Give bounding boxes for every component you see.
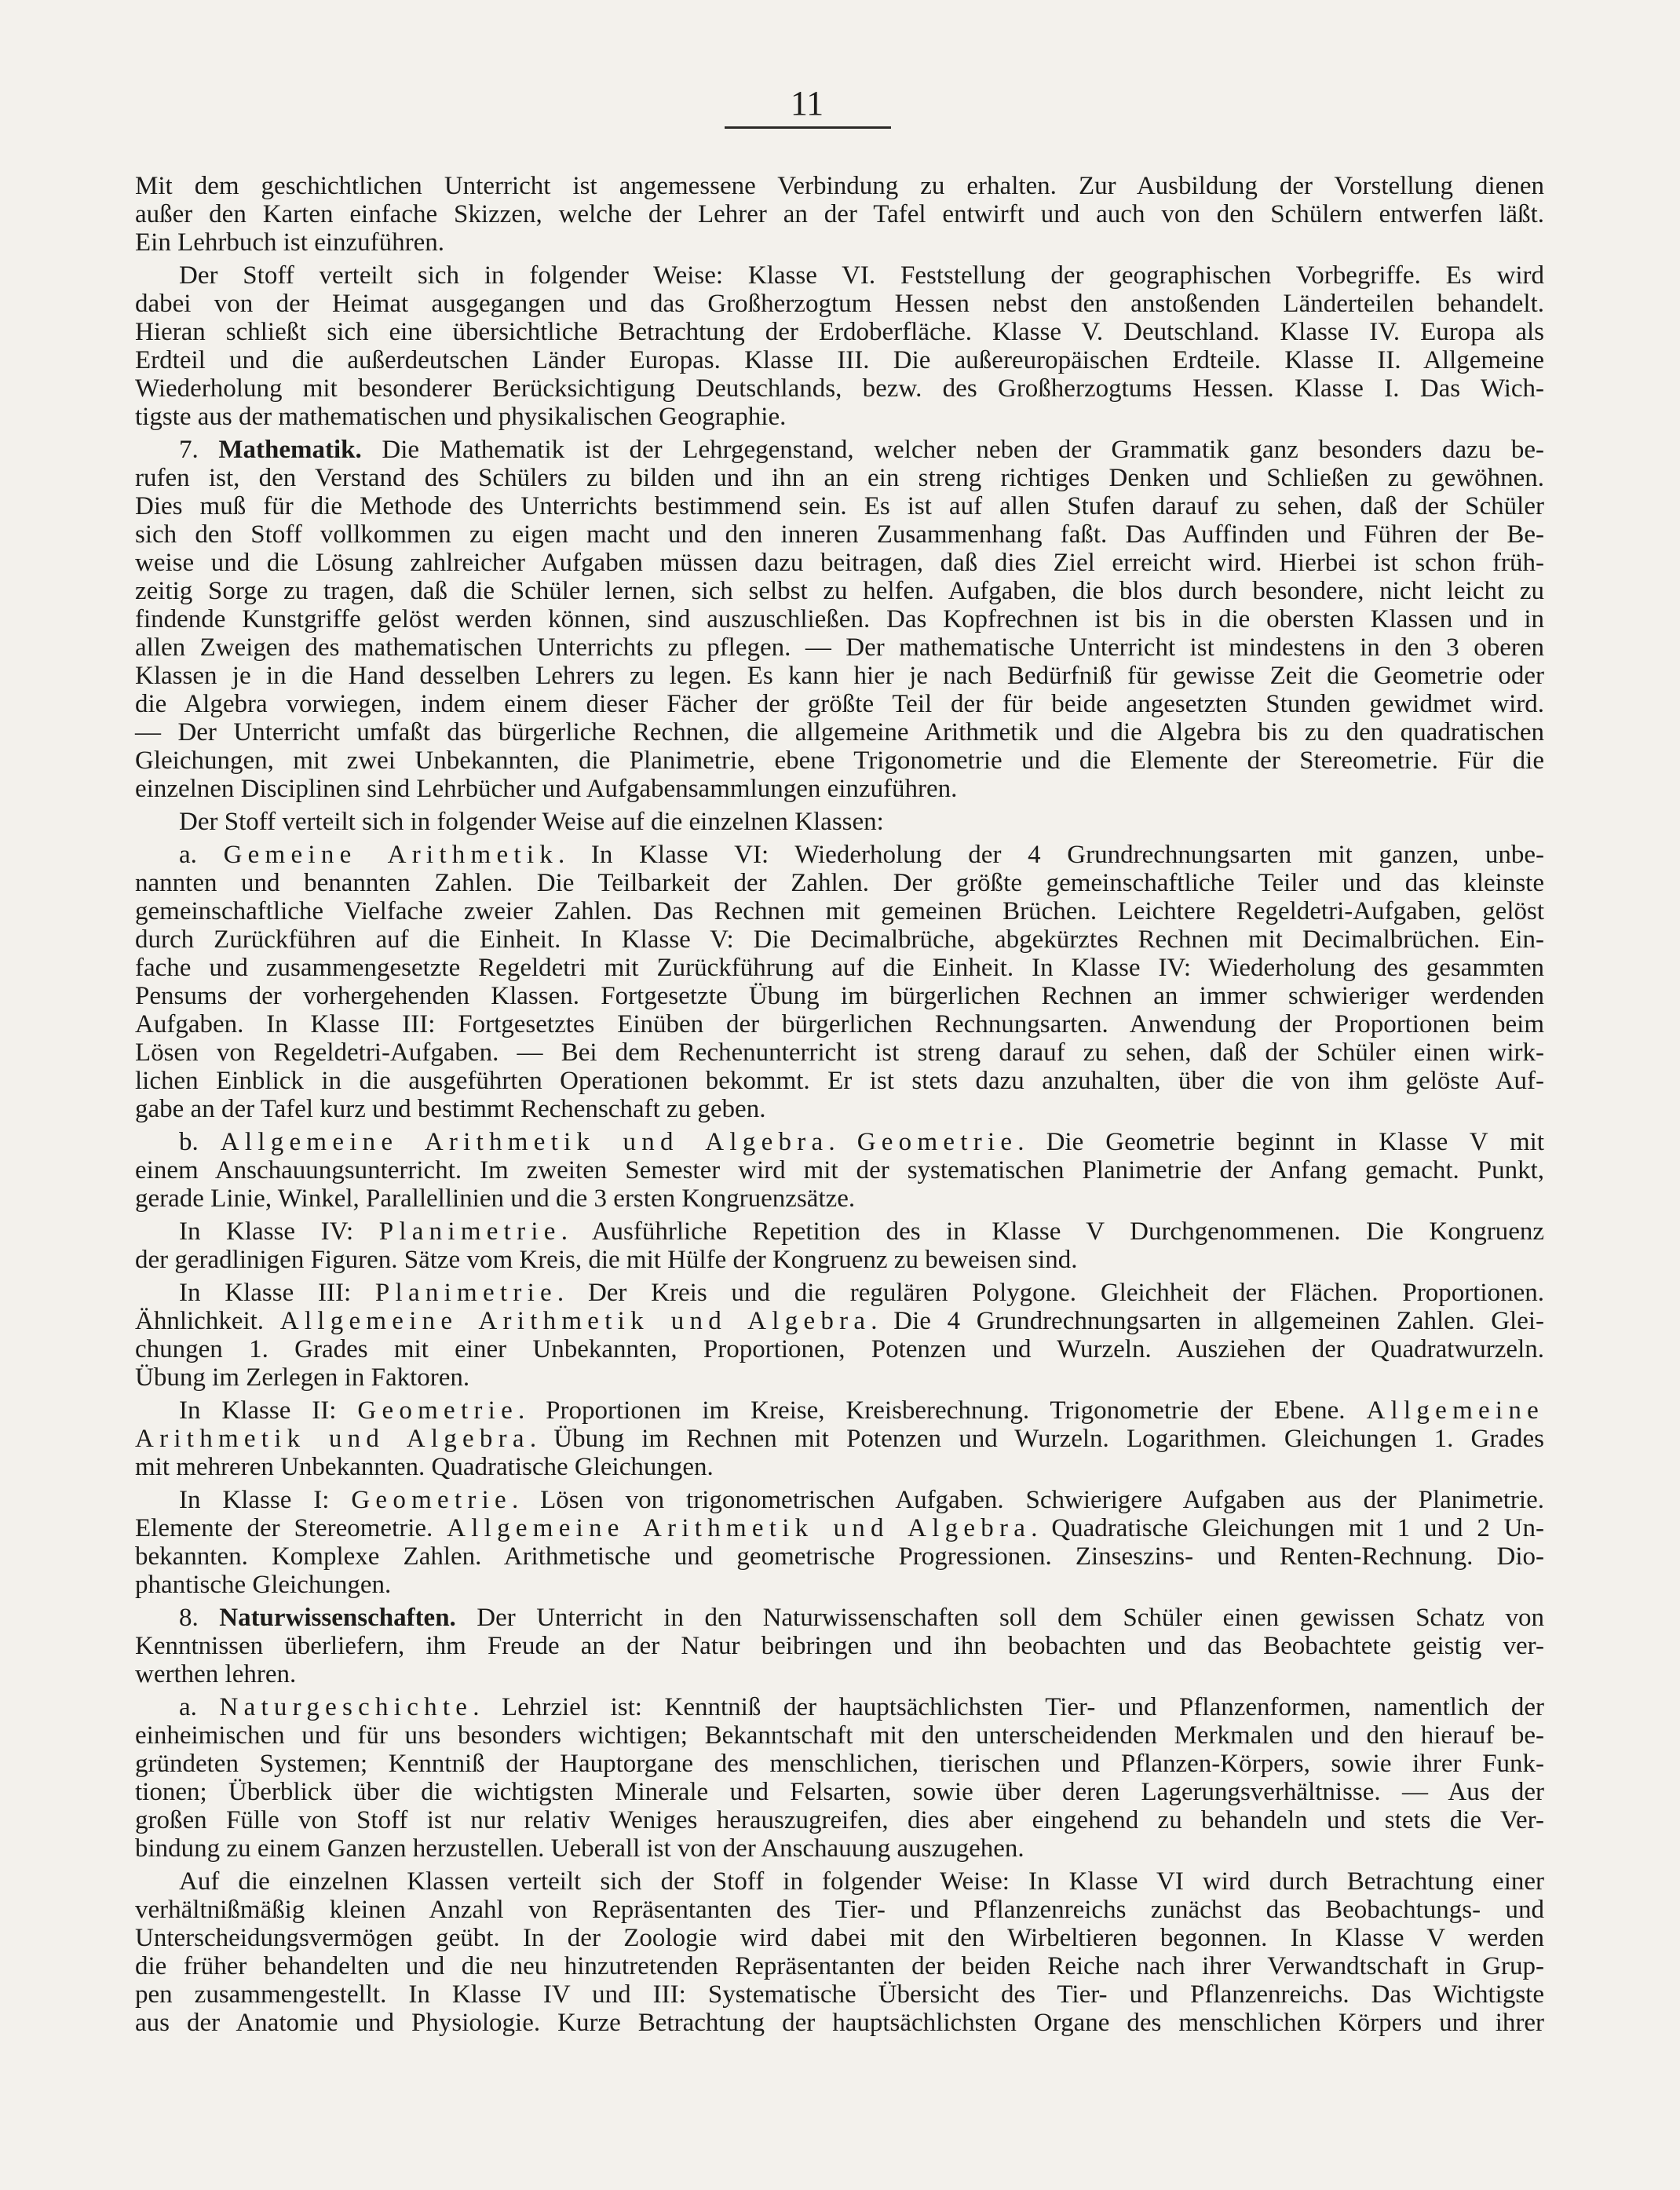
line-text: Der Stoff verteilt sich in folgender Weise: Klasse VI. Feststellung der geographischen Vorbegriffe. Es wird	[179, 261, 1544, 290]
spaced-emphasis: Geometrie	[351, 1486, 512, 1514]
line-text: Die Mathematik ist der Lehrgegenstand, welcher neben der Grammatik ganz besonders dazu be-	[361, 436, 1544, 464]
text-line	[135, 1010, 1544, 1038]
text-line	[135, 1095, 1544, 1123]
line-text: In Klasse IV:	[179, 1217, 379, 1246]
text-line	[135, 1279, 1544, 1307]
line-text: einem Anschauungsunterricht. Im zweiten Semester wird mit der systematischen Planimetrie der Anfang gemacht. Punkt,	[135, 1156, 1544, 1184]
text-line	[135, 2009, 1544, 2037]
line-text: — Der Unterricht umfaßt das bürgerliche Rechnen, die allgemeine Arithmetik und die Algebra bis zu den quadratischen	[135, 718, 1544, 746]
line-text: . Übung im Rechnen mit Potenzen und Wurzeln. Logarithmen. Gleichungen 1. Grades	[529, 1425, 1544, 1453]
line-text: Mit dem geschichtlichen Unterricht ist angemessene Verbindung zu erhalten. Zur Ausbildung der Vorstellung dienen	[135, 172, 1544, 200]
line-text: Hieran schließt sich eine übersichtliche Betrachtung der Erdoberfläche. Klasse V. Deutschland. Klasse IV. Europa als	[135, 318, 1544, 346]
line-text: Klassen je in die Hand desselben Lehrers zu legen. Es kann hier je nach Bedürfniß für gewisse Zeit die Geometrie oder	[135, 662, 1544, 690]
paragraph	[135, 1486, 1544, 1599]
line-text: gabe an der Tafel kurz und bestimmt Rechenschaft zu geben.	[135, 1095, 766, 1123]
line-text: chungen 1. Grades mit einer Unbekannten, Proportionen, Potenzen und Wurzeln. Ausziehen der Quadratwurzeln.	[135, 1335, 1544, 1363]
line-text: Ähnlichkeit.	[135, 1307, 280, 1335]
text-line	[135, 1924, 1544, 1952]
text-line	[135, 318, 1544, 346]
text-line	[135, 1246, 1544, 1274]
text-line	[135, 1721, 1544, 1750]
text-line	[135, 436, 1544, 464]
line-text: einheimischen und für uns besonders wichtigen; Bekanntschaft mit den unterscheidenden Merkmalen und den hierauf be-	[135, 1721, 1544, 1750]
text-line	[135, 1067, 1544, 1095]
line-text: Der Stoff verteilt sich in folgender Weise auf die einzelnen Klassen:	[179, 808, 884, 836]
line-text: Übung im Zerlegen in Faktoren.	[135, 1363, 470, 1392]
text-line	[135, 775, 1544, 803]
text-line	[135, 261, 1544, 290]
text-line	[135, 1750, 1544, 1778]
line-text: allen Zweigen des mathematischen Unterrichts zu pflegen. — Der mathematische Unterricht ist mindestens in den 3 oberen	[135, 633, 1544, 662]
line-text: werthen lehren.	[135, 1660, 297, 1688]
line-text: phantische Gleichungen.	[135, 1571, 392, 1599]
spaced-emphasis: Allgemeine Arithmetik und Algebra	[447, 1514, 1032, 1542]
text-line	[135, 1604, 1544, 1632]
text-line	[135, 1396, 1544, 1425]
text-line	[135, 290, 1544, 318]
text-line	[135, 1486, 1544, 1514]
line-text: . Die 4 Grundrechnungsarten in allgemeinen Zahlen. Glei-	[871, 1307, 1544, 1335]
line-text: .	[828, 1128, 857, 1156]
spaced-emphasis: Geometrie	[357, 1396, 518, 1425]
spaced-emphasis: Geometrie	[856, 1128, 1018, 1156]
text-line	[135, 633, 1544, 662]
text-line	[135, 1514, 1544, 1542]
line-text: In Klasse III:	[179, 1279, 375, 1307]
paragraph	[135, 172, 1544, 257]
section-heading: Mathematik.	[218, 436, 362, 464]
text-line	[135, 1660, 1544, 1688]
text-line	[135, 346, 1544, 374]
text-line	[135, 1867, 1544, 1896]
text-line	[135, 1542, 1544, 1571]
line-text: die früher behandelten und die neu hinzutretenden Repräsentanten der beiden Reiche nach ihrer Verwandtschaft in Grup-	[135, 1952, 1544, 1980]
spaced-emphasis: Planimetrie	[378, 1217, 561, 1246]
line-text: a.	[179, 1693, 220, 1721]
line-text: Unterscheidungsvermögen geübt. In der Zoologie wird dabei mit den Wirbeltieren begonnen. In Klasse V werden	[135, 1924, 1544, 1952]
text-line	[135, 690, 1544, 718]
text-line	[135, 492, 1544, 520]
paragraph	[135, 1693, 1544, 1863]
line-text: . Proportionen im Kreise, Kreisberechnung. Trigonometrie der Ebene.	[517, 1396, 1367, 1425]
line-text: pen zusammengestellt. In Klasse IV und III: Systematische Übersicht des Tier- und Pflanzenreichs. Das Wichtigste	[135, 1980, 1544, 2009]
line-text: b.	[179, 1128, 221, 1156]
line-text: 8.	[179, 1604, 220, 1632]
text-line	[135, 374, 1544, 403]
line-text: mit mehreren Unbekannten. Quadratische Gleichungen.	[135, 1453, 714, 1481]
line-text: . Lösen von trigonometrischen Aufgaben. Schwierigere Aufgaben aus der Planimetrie.	[511, 1486, 1544, 1514]
line-text: der geradlinigen Figuren. Sätze vom Kreis, die mit Hülfe der Kongruenz zu beweisen sind.	[135, 1246, 1078, 1274]
text-line	[135, 1363, 1544, 1392]
text-line	[135, 1952, 1544, 1980]
spaced-emphasis: Arithmetik und Algebra	[135, 1425, 530, 1453]
line-text: nannten und benannten Zahlen. Die Teilbarkeit der Zahlen. Der größte gemeinschaftliche Teiler und das kleinste	[135, 869, 1544, 897]
paragraph	[135, 808, 1544, 836]
paragraph	[135, 1217, 1544, 1274]
line-text: Wiederholung mit besonderer Berücksichtigung Deutschlands, bezw. des Großherzogtums Hessen. Klasse I. Das Wich-	[135, 374, 1544, 403]
line-text: Ein Lehrbuch ist einzuführen.	[135, 228, 445, 257]
line-text: Auf die einzelnen Klassen verteilt sich der Stoff in folgender Weise: In Klasse VI wird durch Betrachtung einer	[179, 1867, 1544, 1896]
text-line	[135, 1834, 1544, 1863]
text-line	[135, 1571, 1544, 1599]
line-text: tigste aus der mathematischen und physikalischen Geographie.	[135, 403, 787, 431]
text-line	[135, 718, 1544, 746]
line-text: findende Kunstgriffe gelöst werden können, sind auszuschließen. Das Kopfrechnen ist bis in die obersten Klassen und in	[135, 605, 1544, 633]
text-line	[135, 1425, 1544, 1453]
line-text: . Ausführliche Repetition des in Klasse V Durchgenommenen. Die Kongruenz	[561, 1217, 1544, 1246]
text-line	[135, 605, 1544, 633]
line-text: großen Fülle von Stoff ist nur relativ Weniges herauszugreifen, dies aber eingehend zu behandeln und stets die Ver-	[135, 1806, 1544, 1834]
spaced-emphasis: Allgemeine Arithmetik und Algebra	[279, 1307, 871, 1335]
paragraph	[135, 1867, 1544, 2037]
line-text: . Die Geometrie beginnt in Klasse V mit	[1017, 1128, 1545, 1156]
spaced-emphasis: Planimetrie	[374, 1279, 557, 1307]
line-text: Lösen von Regeldetri-Aufgaben. — Bei dem Rechenunterricht ist streng darauf zu sehen, daß der Schüler einen wirk-	[135, 1038, 1544, 1067]
line-text: bekannten. Komplexe Zahlen. Arithmetische und geometrische Progressionen. Zinseszins- und Renten-Rechnung. Dio-	[135, 1542, 1544, 1571]
line-text: gemeinschaftliche Vielfache zweier Zahlen. Das Rechnen mit gemeinen Brüchen. Leichtere Regeldetri-Aufgaben, gelöst	[135, 897, 1544, 925]
page-number: 11	[790, 84, 824, 122]
line-text: einzelnen Disciplinen sind Lehrbücher und Aufgabensammlungen einzuführen.	[135, 775, 958, 803]
paragraph	[135, 1128, 1544, 1213]
paragraph	[135, 841, 1544, 1123]
text-line	[135, 520, 1544, 549]
paragraph	[135, 1396, 1544, 1481]
line-text: rufen ist, den Verstand des Schülers zu bilden und ihn an ein streng richtiges Denken und Schließen zu gewöhnen.	[135, 464, 1544, 492]
line-text: Der Unterricht in den Naturwissenschaften soll dem Schüler einen gewissen Schatz von	[455, 1604, 1544, 1632]
text-line	[135, 662, 1544, 690]
line-text: verhältnißmäßig kleinen Anzahl von Repräsentanten des Tier- und Pflanzenreichs zunächst das Beobachtungs- und	[135, 1896, 1544, 1924]
text-line	[135, 1693, 1544, 1721]
line-text: fache und zusammengesetzte Regeldetri mit Zurückführung auf die Einheit. In Klasse IV: Wiederholung des gesammten	[135, 954, 1544, 982]
spaced-emphasis: Allgemeine	[1366, 1396, 1544, 1425]
text-line	[135, 1128, 1544, 1156]
line-text: sich den Stoff vollkommen zu eigen macht und den inneren Zusammenhang faßt. Das Auffinden und Führen der Be-	[135, 520, 1544, 549]
text-line	[135, 808, 1544, 836]
line-text: Elemente der Stereometrie.	[135, 1514, 447, 1542]
paragraph	[135, 436, 1544, 803]
text-line	[135, 172, 1544, 200]
text-line	[135, 200, 1544, 228]
text-line	[135, 897, 1544, 925]
text-line	[135, 746, 1544, 775]
line-text: a.	[179, 841, 224, 869]
line-text: lichen Einblick in die ausgeführten Operationen bekommt. Er ist stets dazu anzuhalten, über die von ihm gelöste Auf-	[135, 1067, 1544, 1095]
line-text: Dies muß für die Methode des Unterrichts bestimmend sein. Es ist auf allen Stufen darauf zu sehen, daß der Schüler	[135, 492, 1544, 520]
text-line	[135, 925, 1544, 954]
line-text: . Lehrziel ist: Kenntniß der hauptsächlichsten Tier- und Pflanzenformen, namentlich der	[473, 1693, 1544, 1721]
line-text: . Der Kreis und die regulären Polygone. Gleichheit der Flächen. Proportionen.	[557, 1279, 1544, 1307]
line-text: . Quadratische Gleichungen mit 1 und 2 Un-	[1031, 1514, 1544, 1542]
text-line	[135, 841, 1544, 869]
text-line	[135, 982, 1544, 1010]
line-text: Erdteil und die außerdeutschen Länder Europas. Klasse III. Die außereuropäischen Erdteile. Klasse II. Allgemeine	[135, 346, 1544, 374]
text-line	[135, 403, 1544, 431]
line-text: gerade Linie, Winkel, Parallellinien und die 3 ersten Kongruenzsätze.	[135, 1184, 856, 1213]
line-text: durch Zurückführen auf die Einheit. In Klasse V: Die Decimalbrüche, abgekürztes Rechnen mit Decimalbrüchen. Ein-	[135, 925, 1544, 954]
line-text: weise und die Lösung zahlreicher Aufgaben müssen dazu beitragen, daß dies Ziel erreicht wird. Hierbei ist schon früh-	[135, 549, 1544, 577]
line-text: gründeten Systemen; Kenntniß der Hauptorgane des menschlichen, tierischen und Pflanzen-Körpers, sowie ihrer Funk-	[135, 1750, 1544, 1778]
line-text: Pensums der vorhergehenden Klassen. Fortgesetzte Übung im bürgerlichen Rechnen an immer schwieriger werdenden	[135, 982, 1544, 1010]
line-text: Gleichungen, mit zwei Unbekannten, die Planimetrie, ebene Trigonometrie und die Elemente der Stereometrie. Für die	[135, 746, 1544, 775]
line-text: . In Klasse VI: Wiederholung der 4 Grundrechnungsarten mit ganzen, unbe-	[558, 841, 1544, 869]
text-line	[135, 1896, 1544, 1924]
spaced-emphasis: Gemeine Arithmetik	[223, 841, 559, 869]
text-line	[135, 1038, 1544, 1067]
text-line	[135, 1307, 1544, 1335]
line-text: die Algebra vorwiegen, indem einem dieser Fächer der größte Teil der für beide angesetzten Stunden gewidmet wird.	[135, 690, 1544, 718]
text-line	[135, 228, 1544, 257]
text-line	[135, 1217, 1544, 1246]
text-line	[135, 1980, 1544, 2009]
paragraph	[135, 1279, 1544, 1392]
text-line	[135, 577, 1544, 605]
line-text: Kenntnissen überliefern, ihm Freude an der Natur beibringen und ihn beobachten und das Beobachtete geistig ver-	[135, 1632, 1544, 1660]
line-text: außer den Karten einfache Skizzen, welche der Lehrer an der Tafel entwirft und auch von den Schülern entwerfen läßt.	[135, 200, 1544, 228]
text-line	[135, 1335, 1544, 1363]
paragraph	[135, 1604, 1544, 1688]
text-line	[135, 869, 1544, 897]
text-line	[135, 549, 1544, 577]
spaced-emphasis: Naturgeschichte	[219, 1693, 473, 1721]
text-line	[135, 1778, 1544, 1806]
line-text: 7.	[179, 436, 219, 464]
line-text: bindung zu einem Ganzen herzustellen. Ueberall ist von der Anschauung auszugehen.	[135, 1834, 1024, 1863]
text-line	[135, 1806, 1544, 1834]
line-text: In Klasse I:	[179, 1486, 352, 1514]
text-line	[135, 954, 1544, 982]
text-line	[135, 1184, 1544, 1213]
line-text: tionen; Überblick über die wichtigsten Minerale und Felsarten, sowie über deren Lagerungsverhältnisse. — Aus der	[135, 1778, 1544, 1806]
spaced-emphasis: Allgemeine Arithmetik und Algebra	[220, 1128, 829, 1156]
line-text: dabei von der Heimat ausgegangen und das Großherzogtum Hessen nebst den anstoßenden Länderteilen behandelt.	[135, 290, 1544, 318]
line-text: In Klasse II:	[179, 1396, 358, 1425]
text-line	[135, 1156, 1544, 1184]
line-text: aus der Anatomie und Physiologie. Kurze Betrachtung der hauptsächlichsten Organe des menschlichen Körpers und ihrer	[135, 2009, 1544, 2037]
line-text: Aufgaben. In Klasse III: Fortgesetztes Einüben der bürgerlichen Rechnungsarten. Anwendung der Proportionen beim	[135, 1010, 1544, 1038]
paragraph	[135, 261, 1544, 431]
text-line	[135, 1632, 1544, 1660]
line-text: zeitig Sorge zu tragen, daß die Schüler lernen, sich selbst zu helfen. Aufgaben, die blos durch besondere, nicht leicht zu	[135, 577, 1544, 605]
page-number-underline	[725, 126, 891, 129]
section-heading: Naturwissenschaften.	[219, 1604, 456, 1632]
text-line	[135, 1453, 1544, 1481]
text-line	[135, 464, 1544, 492]
document-body	[135, 172, 1544, 2037]
